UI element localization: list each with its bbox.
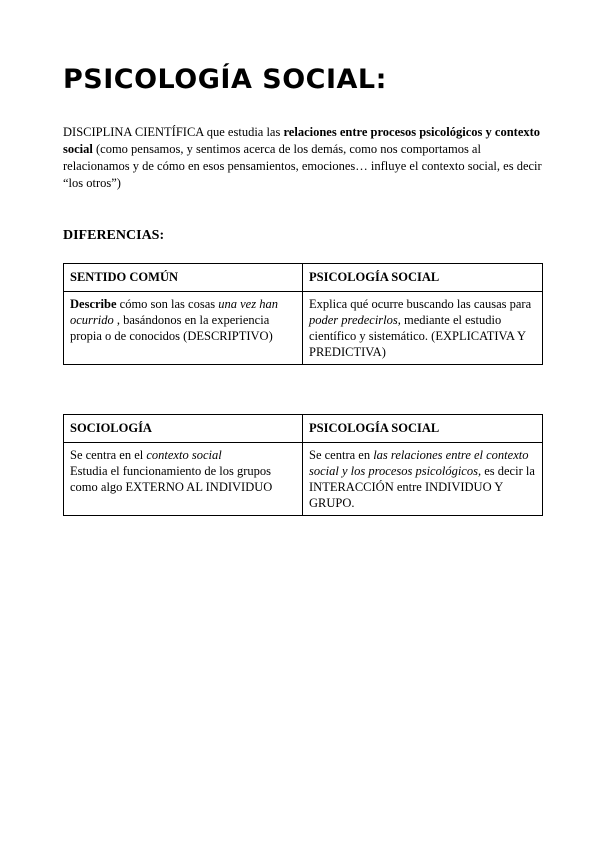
cell-sentido-comun	[64, 292, 303, 365]
table-row	[64, 443, 543, 516]
comparison-table-sociology	[63, 414, 543, 516]
cell-italic-phrase: una vez han ocurrido	[70, 297, 278, 327]
cell-text: Se centra en	[309, 448, 374, 462]
cell-psicologia-social	[303, 292, 543, 365]
cell-text: cómo son las cosas	[116, 297, 219, 311]
intro-text-end: (como pensamos, y sentimos acerca de los demás, como nos comportamos al relacionamos y de cómo en esos pensamientos, emociones… influye el contexto social, es decir “los otros”)	[63, 142, 542, 190]
header-psicologia-social: PSICOLOGÍA SOCIAL	[303, 264, 543, 292]
cell-italic-phrase: las relaciones entre el contexto social y los procesos psicológicos,	[309, 448, 529, 478]
cell-text: mediante el estudio científico y sistemático. (EXPLICATIVA Y PREDICTIVA)	[309, 313, 526, 359]
comparison-table-common-sense	[63, 263, 543, 365]
differences-heading: DIFERENCIAS:	[63, 228, 165, 243]
table-header-row	[64, 264, 543, 292]
table-header-row	[64, 415, 543, 443]
intro-bold-phrase: relaciones entre procesos psicológicos y contexto social	[63, 125, 541, 156]
cell-text: Explica qué ocurre buscando las causas para	[309, 297, 532, 311]
cell-psicologia-social	[303, 443, 543, 516]
table-row	[64, 292, 543, 365]
intro-paragraph	[63, 124, 543, 192]
cell-text: , basándonos en la experiencia propia o de conocidos (DESCRIPTIVO)	[70, 313, 273, 343]
header-sentido-comun: SENTIDO COMÚN	[64, 264, 303, 292]
cell-text: Se centra en el	[70, 448, 147, 462]
header-psicologia-social: PSICOLOGÍA SOCIAL	[303, 415, 543, 443]
cell-italic-phrase: contexto social	[146, 448, 222, 462]
cell-text: es decir la INTERACCIÓN entre INDIVIDUO Y GRUPO.	[309, 464, 535, 510]
cell-sociologia	[64, 443, 303, 516]
intro-text-start: DISCIPLINA CIENTÍFICA que estudia las	[63, 125, 284, 139]
cell-italic-phrase: poder predecirlos,	[309, 313, 401, 327]
cell-text: Estudia el funcionamiento de los grupos como algo EXTERNO AL INDIVIDUO	[70, 464, 273, 494]
header-sociologia: SOCIOLOGÍA	[64, 415, 303, 443]
cell-bold-word: Describe	[70, 297, 117, 311]
page-title: PSICOLOGÍA SOCIAL:	[63, 64, 387, 95]
